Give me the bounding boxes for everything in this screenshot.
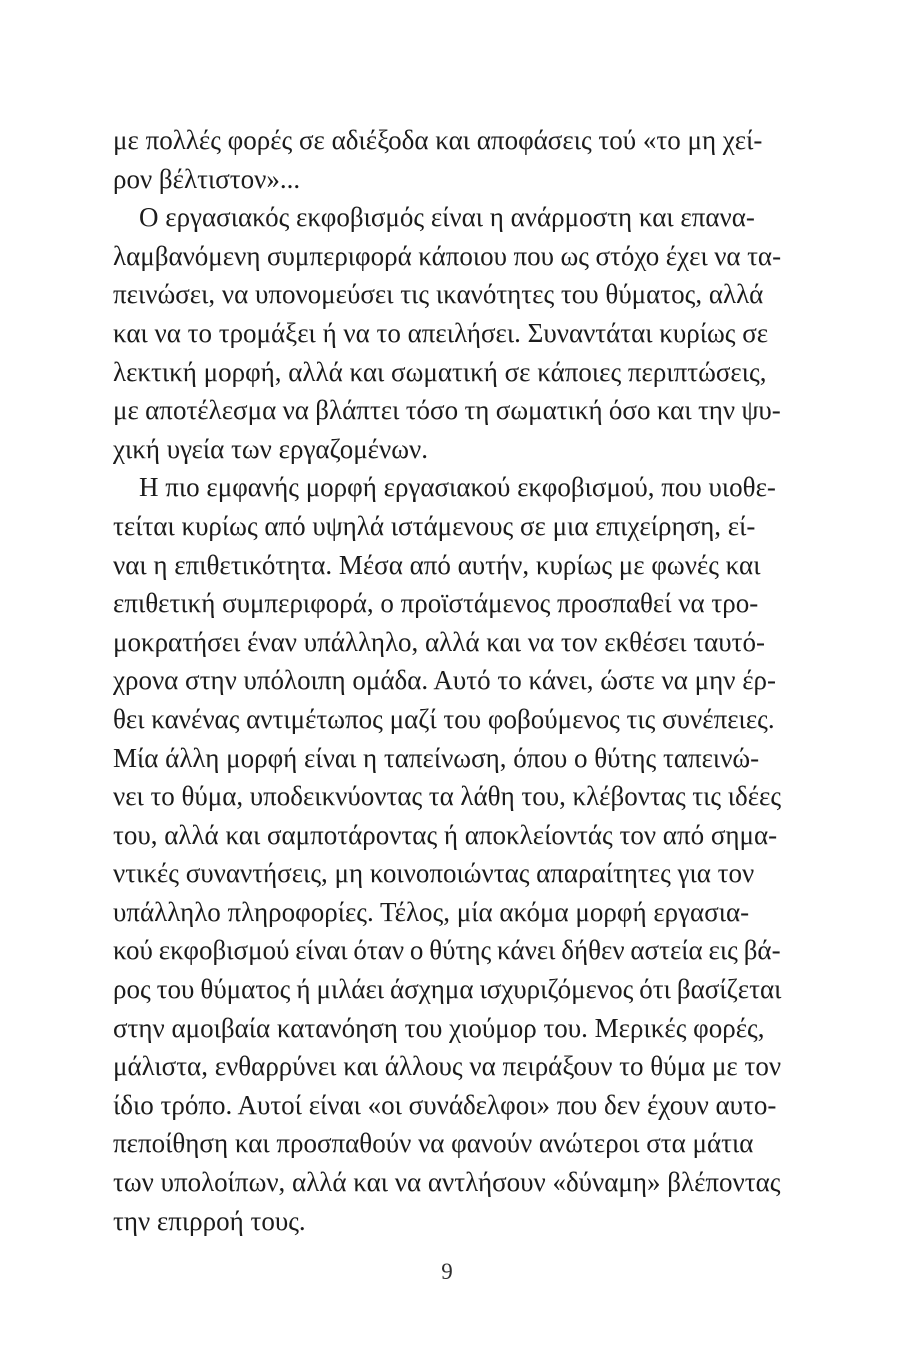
text-line: μοκρατήσει έναν υπάλληλο, αλλά και να τον εκθέσει ταυτό- <box>113 626 766 657</box>
text-line: ίδιο τρόπο. Αυτοί είναι «οι συνάδελφοι» που δεν έχουν αυτο- <box>113 1089 777 1120</box>
text-line: στην αμοιβαία κατανόηση του χιούμορ του. Μερικές φορές, <box>113 1012 765 1043</box>
text-line: επιθετική συμπεριφορά, ο προϊστάμενος προσπαθεί να τρο- <box>113 588 759 619</box>
text-line: θει κανένας αντιμέτωπος μαζί του φοβούμενος τις συνέπειες. <box>113 703 775 734</box>
text-line: χρονα στην υπόλοιπη ομάδα. Αυτό το κάνει, ώστε να μην έρ- <box>113 665 777 696</box>
text-line: Ο εργασιακός εκφοβισμός είναι η ανάρμοστη και επανα- <box>139 202 755 233</box>
text-line: ντικές συναντήσεις, μη κοινοποιώντας απαραίτητες για τον <box>113 858 755 889</box>
text-line: ναι η επιθετικότητα. Μέσα από αυτήν, κυρίως με φωνές και <box>113 549 761 580</box>
text-line: λαμβανόμενη συμπεριφορά κάποιου που ως στόχο έχει να τα- <box>113 240 782 271</box>
text-line: λεκτική μορφή, αλλά και σωματική σε κάποιες περιπτώσεις, <box>113 356 767 387</box>
text-line: πεινώσει, να υπονομεύσει τις ικανότητες του θύματος, αλλά <box>113 279 764 310</box>
text-line: τείται κυρίως από υψηλά ιστάμενους σε μια επιχείρηση, εί- <box>113 510 756 541</box>
text-line: πεποίθηση και προσπαθούν να φανούν ανώτεροι στα μάτια <box>113 1128 754 1159</box>
text-line: των υπολοίπων, αλλά και να αντλήσουν «δύναμη» βλέποντας <box>113 1167 781 1198</box>
text-line: και να το τρομάξει ή να το απειλήσει. Συναντάται κυρίως σε <box>113 317 769 348</box>
text-line: Η πιο εμφανής μορφή εργασιακού εκφοβισμού, που υιοθε- <box>139 472 776 503</box>
page-number: 9 <box>441 1259 453 1284</box>
text-line: με πολλές φορές σε αδιέξοδα και αποφάσεις τού «το μη χεί- <box>113 125 763 155</box>
text-line: του, αλλά και σαμποτάροντας ή αποκλείοντάς τον από σημα- <box>113 819 778 850</box>
text-line: με αποτέλεσμα να βλάπτει τόσο τη σωματική όσο και την ψυ- <box>113 395 781 426</box>
text-line: Μία άλλη μορφή είναι η ταπείνωση, όπου ο θύτης ταπεινώ- <box>113 742 760 773</box>
text-line: την επιρροή τους. <box>113 1205 306 1236</box>
text-line: κού εκφοβισμού είναι όταν ο θύτης κάνει δήθεν αστεία εις βά- <box>113 935 781 966</box>
text-line: χική υγεία των εργαζομένων. <box>113 433 428 464</box>
text-line: νει το θύμα, υποδεικνύοντας τα λάθη του, κλέβοντας τις ιδέες <box>113 781 782 812</box>
text-line: υπάλληλο πληροφορίες. Τέλος, μία ακόμα μορφή εργασια- <box>113 896 750 927</box>
body-text <box>113 121 781 1240</box>
text-line: μάλιστα, ενθαρρύνει και άλλους να πειράξουν το θύμα με τον <box>113 1051 782 1082</box>
text-line: ρον βέλτιστον»... <box>113 163 301 194</box>
text-line: ρος του θύματος ή μιλάει άσχημα ισχυριζόμενος ότι βασίζεται <box>113 974 782 1005</box>
